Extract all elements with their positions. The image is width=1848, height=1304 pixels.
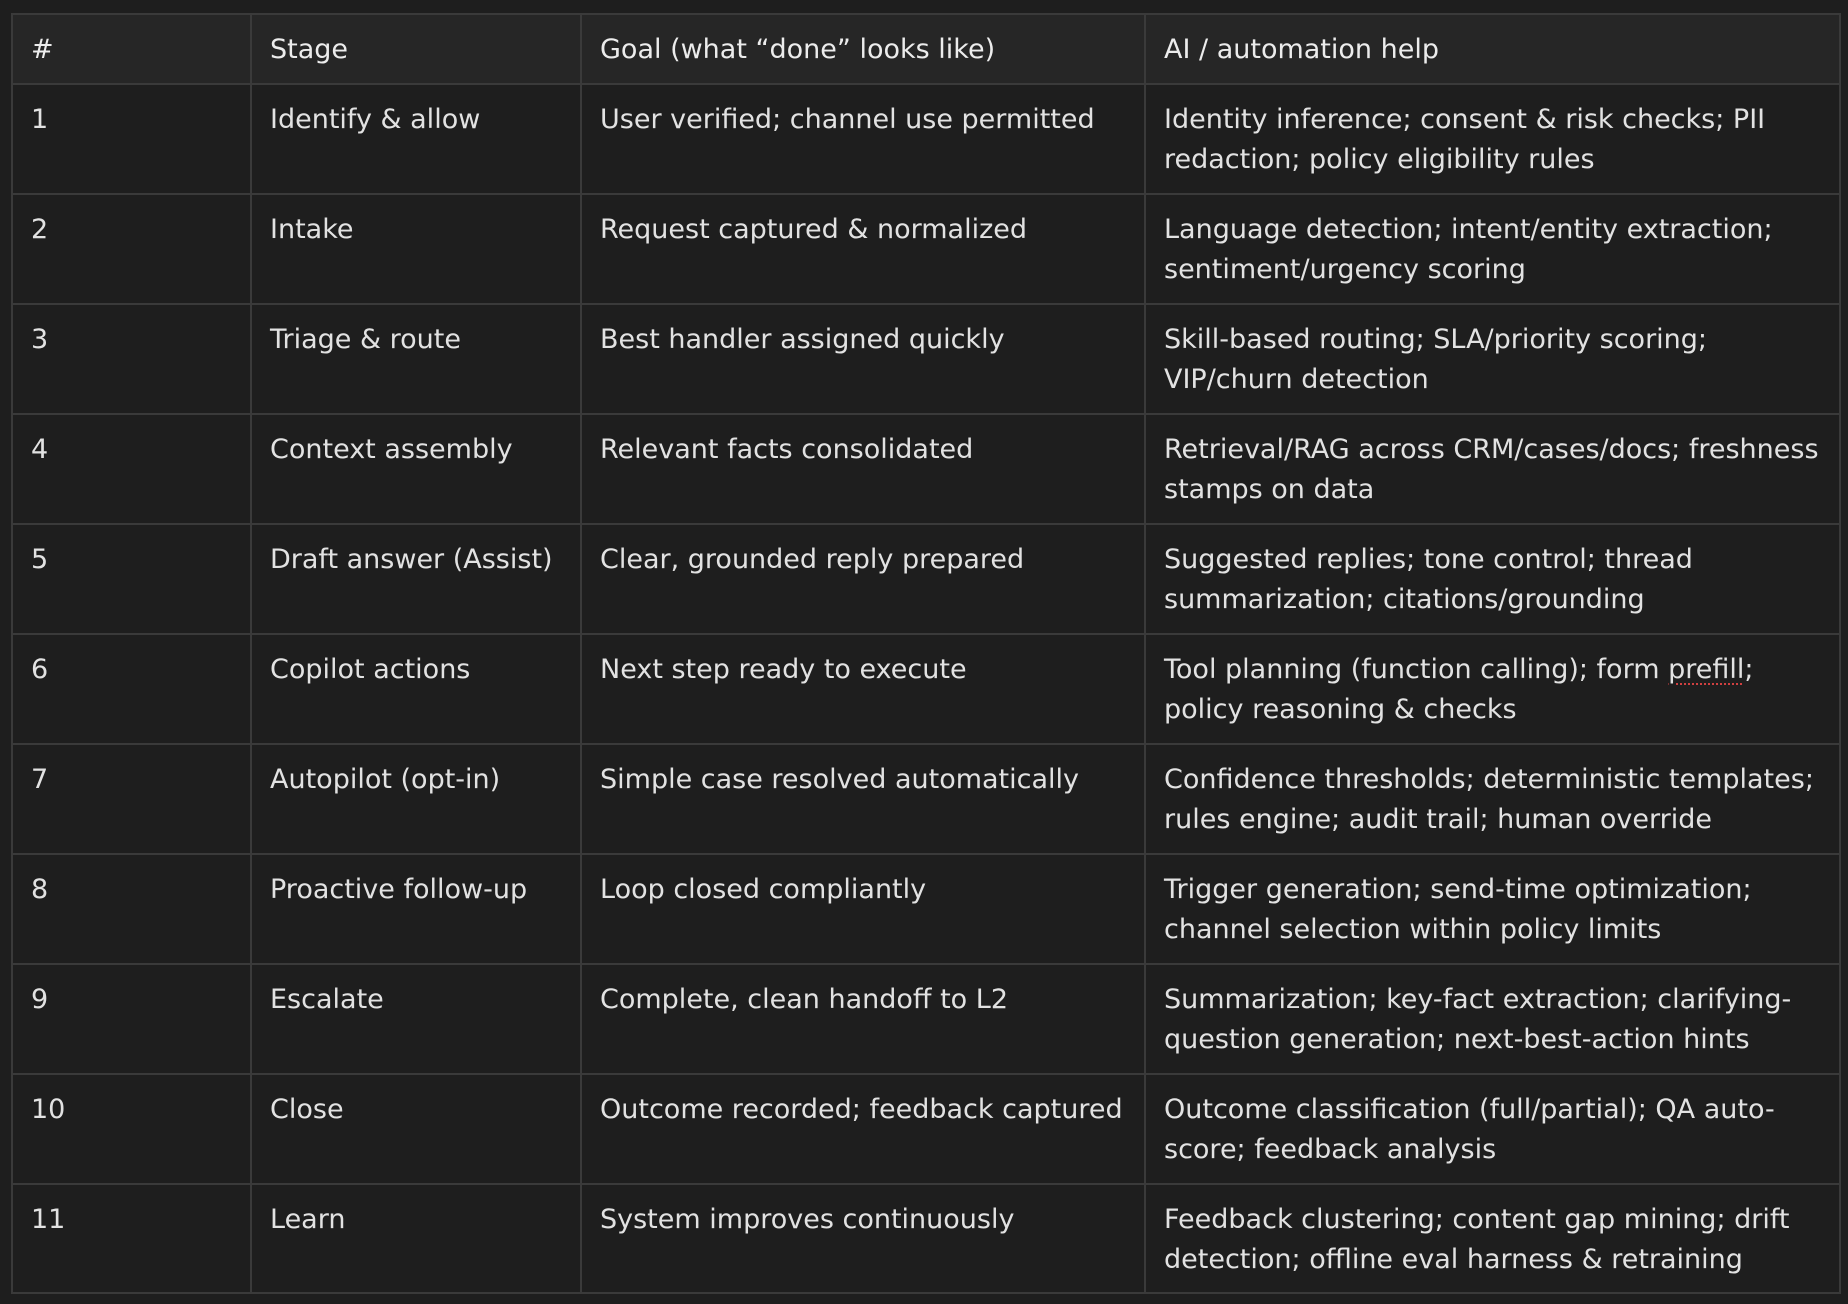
cell-goal: User verified; channel use permitted — [581, 84, 1145, 194]
cell-stage: Draft answer (Assist) — [251, 524, 581, 634]
cell-goal: Request captured & normalized — [581, 194, 1145, 304]
table-row — [12, 1074, 1840, 1184]
cell-ai-help: Confidence thresholds; deterministic templates; rules engine; audit trail; human override — [1145, 744, 1840, 854]
cell-stage: Close — [251, 1074, 581, 1184]
spellcheck-flagged-word: prefill — [1668, 654, 1745, 685]
cell-stage: Autopilot (opt-in) — [251, 744, 581, 854]
cell-stage: Identify & allow — [251, 84, 581, 194]
stages-table-container — [11, 13, 1839, 1294]
header-stage: Stage — [251, 14, 581, 84]
cell-goal: Complete, clean handoff to L2 — [581, 964, 1145, 1074]
table-row — [12, 964, 1840, 1074]
table-row — [12, 1184, 1840, 1293]
cell-number: 1 — [12, 84, 251, 194]
cell-number: 8 — [12, 854, 251, 964]
cell-ai-help: Language detection; intent/entity extraction; sentiment/urgency scoring — [1145, 194, 1840, 304]
cell-goal: Loop closed compliantly — [581, 854, 1145, 964]
cell-stage: Learn — [251, 1184, 581, 1293]
cell-stage: Escalate — [251, 964, 581, 1074]
cell-stage: Triage & route — [251, 304, 581, 414]
table-row — [12, 304, 1840, 414]
cell-ai-help: Suggested replies; tone control; thread summarization; citations/grounding — [1145, 524, 1840, 634]
cell-ai-help: Skill-based routing; SLA/priority scoring; VIP/churn detection — [1145, 304, 1840, 414]
cell-ai-help: Identity inference; consent & risk checks; PII redaction; policy eligibility rules — [1145, 84, 1840, 194]
cell-ai-help-text: ; policy reasoning & checks — [1164, 654, 1754, 725]
cell-ai-help — [1145, 634, 1840, 744]
cell-ai-help-text: Tool planning (function calling); form — [1164, 654, 1669, 685]
table-row — [12, 854, 1840, 964]
cell-goal: Relevant facts consolidated — [581, 414, 1145, 524]
header-ai-help: AI / automation help — [1145, 14, 1840, 84]
cell-ai-help: Trigger generation; send-time optimization; channel selection within policy limits — [1145, 854, 1840, 964]
table-row — [12, 524, 1840, 634]
cell-goal: Next step ready to execute — [581, 634, 1145, 744]
header-goal: Goal (what “done” looks like) — [581, 14, 1145, 84]
header-number: # — [12, 14, 251, 84]
table-row — [12, 84, 1840, 194]
table-row — [12, 414, 1840, 524]
cell-ai-help: Summarization; key-fact extraction; clarifying-question generation; next-best-action hints — [1145, 964, 1840, 1074]
cell-stage: Copilot actions — [251, 634, 581, 744]
table-header-row — [12, 14, 1840, 84]
cell-stage: Intake — [251, 194, 581, 304]
cell-number: 2 — [12, 194, 251, 304]
cell-ai-help: Feedback clustering; content gap mining; drift detection; offline eval harness & retraining — [1145, 1184, 1840, 1293]
cell-number: 6 — [12, 634, 251, 744]
table-row — [12, 744, 1840, 854]
stages-table — [11, 13, 1841, 1294]
cell-goal: Best handler assigned quickly — [581, 304, 1145, 414]
cell-goal: Simple case resolved automatically — [581, 744, 1145, 854]
cell-number: 10 — [12, 1074, 251, 1184]
cell-goal: Outcome recorded; feedback captured — [581, 1074, 1145, 1184]
cell-stage: Context assembly — [251, 414, 581, 524]
cell-stage: Proactive follow-up — [251, 854, 581, 964]
cell-number: 9 — [12, 964, 251, 1074]
cell-goal: System improves continuously — [581, 1184, 1145, 1293]
cell-ai-help: Outcome classification (full/partial); QA auto-score; feedback analysis — [1145, 1074, 1840, 1184]
cell-number: 7 — [12, 744, 251, 854]
table-row — [12, 634, 1840, 744]
cell-ai-help: Retrieval/RAG across CRM/cases/docs; freshness stamps on data — [1145, 414, 1840, 524]
cell-number: 5 — [12, 524, 251, 634]
table-row — [12, 194, 1840, 304]
cell-number: 4 — [12, 414, 251, 524]
cell-goal: Clear, grounded reply prepared — [581, 524, 1145, 634]
cell-number: 3 — [12, 304, 251, 414]
cell-number: 11 — [12, 1184, 251, 1293]
